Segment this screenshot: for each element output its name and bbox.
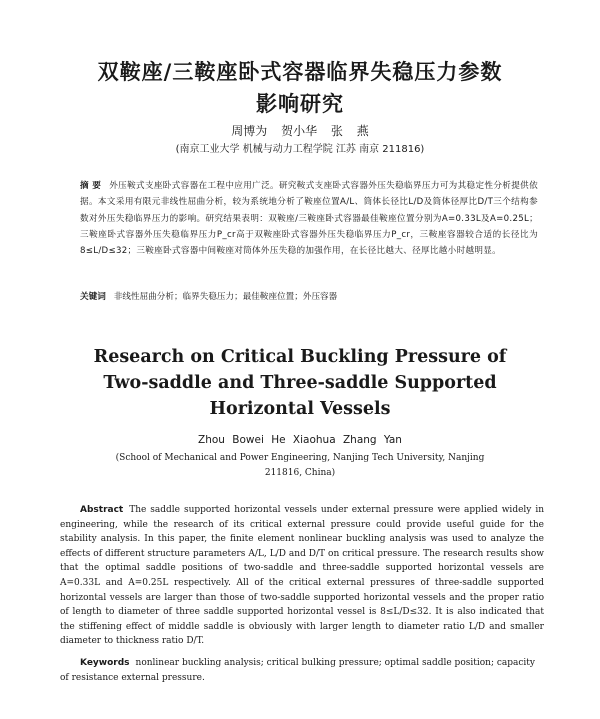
english-abstract-text: The saddle supported horizontal vessels under external pressure were applied widely in engineering, while the research of its critical external pressure could provide useful guide for the stability analysis. In this paper, the finite element nonlinear buckling analysis was used to analyze the effects of different structure parameters A/L, L/D and D/T on critical pressure. The research results show that the optimal saddle positions of two-saddle and three-saddle supported horizontal vessels are A=0.33L and A=0.25L respectively. All of the critical external pressures of three-saddle supported horizontal vessels are larger than those of two-saddle supported horizontal vessels and the proper ratio of length to diameter of three saddle supported horizontal vessel is 8≤L/D≤32. It is also indicated that the stiffening effect of middle saddle is obviously with larger length to diameter ratio L/D and smaller diameter to thickness ratio D/T. (60, 505, 544, 647)
chinese-abstract-text: 外压鞍式支座卧式容器在工程中应用广泛。研究鞍式支座卧式容器外压失稳临界压力可为其稳定性分析提供依据。本文采用有限元非线性屈曲分析，较为系统地分析了鞍座位置A/L、筒体长径比L/D及筒体径厚比D/T三个结构参数对外压失稳临界压力的影响。研究结果表明：双鞍座/三鞍座卧式容器最佳鞍座位置分别为A=0.33L及A=0.25L；三鞍座卧式容器外压失稳临界压力P_cr高于双鞍座卧式容器外压失稳临界压力P_cr，三鞍座容器较合适的长径比为8≤L/D≤32；三鞍座卧式容器中间鞍座对筒体外压失稳的加强作用，在长径比越大、径厚比越小时越明显。 (80, 181, 538, 257)
english-authors: Zhou Bowei He Xiaohua Zhang Yan (198, 434, 402, 446)
chinese-affiliation: (南京工业大学 机械与动力工程学院 江苏 南京 211816) (175, 144, 425, 155)
english-title-line-1: Research on Critical Buckling Pressure of (93, 347, 507, 367)
english-affiliation: (School of Mechanical and Power Engineering, Nanjing Tech University, Nanjing 211816, China) (115, 453, 485, 478)
chinese-title-line-2: 影响研究 (256, 92, 344, 116)
chinese-authors: 周博为 贺小华 张 燕 (231, 124, 369, 138)
english-abstract (60, 503, 544, 649)
chinese-keywords (80, 290, 538, 302)
chinese-title-line-1: 双鞍座/三鞍座卧式容器临界失稳压力参数 (97, 60, 503, 84)
english-title-line-2: Two-saddle and Three-saddle Supported (103, 373, 497, 393)
english-keywords-text: nonlinear buckling analysis; critical bulking pressure; optimal saddle position; capacity of resistance external pressure. (60, 658, 535, 683)
english-keywords (60, 656, 544, 685)
chinese-keywords-label: 关键词 (80, 292, 106, 302)
english-abstract-label: Abstract (80, 505, 124, 515)
chinese-abstract (80, 178, 538, 259)
english-title (60, 344, 540, 422)
chinese-abstract-label: 摘 要 (80, 181, 102, 191)
chinese-title (60, 56, 540, 120)
english-keywords-label: Keywords (80, 658, 130, 668)
chinese-keywords-text: 非线性屈曲分析；临界失稳压力；最佳鞍座位置；外压容器 (113, 292, 338, 302)
english-title-line-3: Horizontal Vessels (209, 399, 391, 419)
